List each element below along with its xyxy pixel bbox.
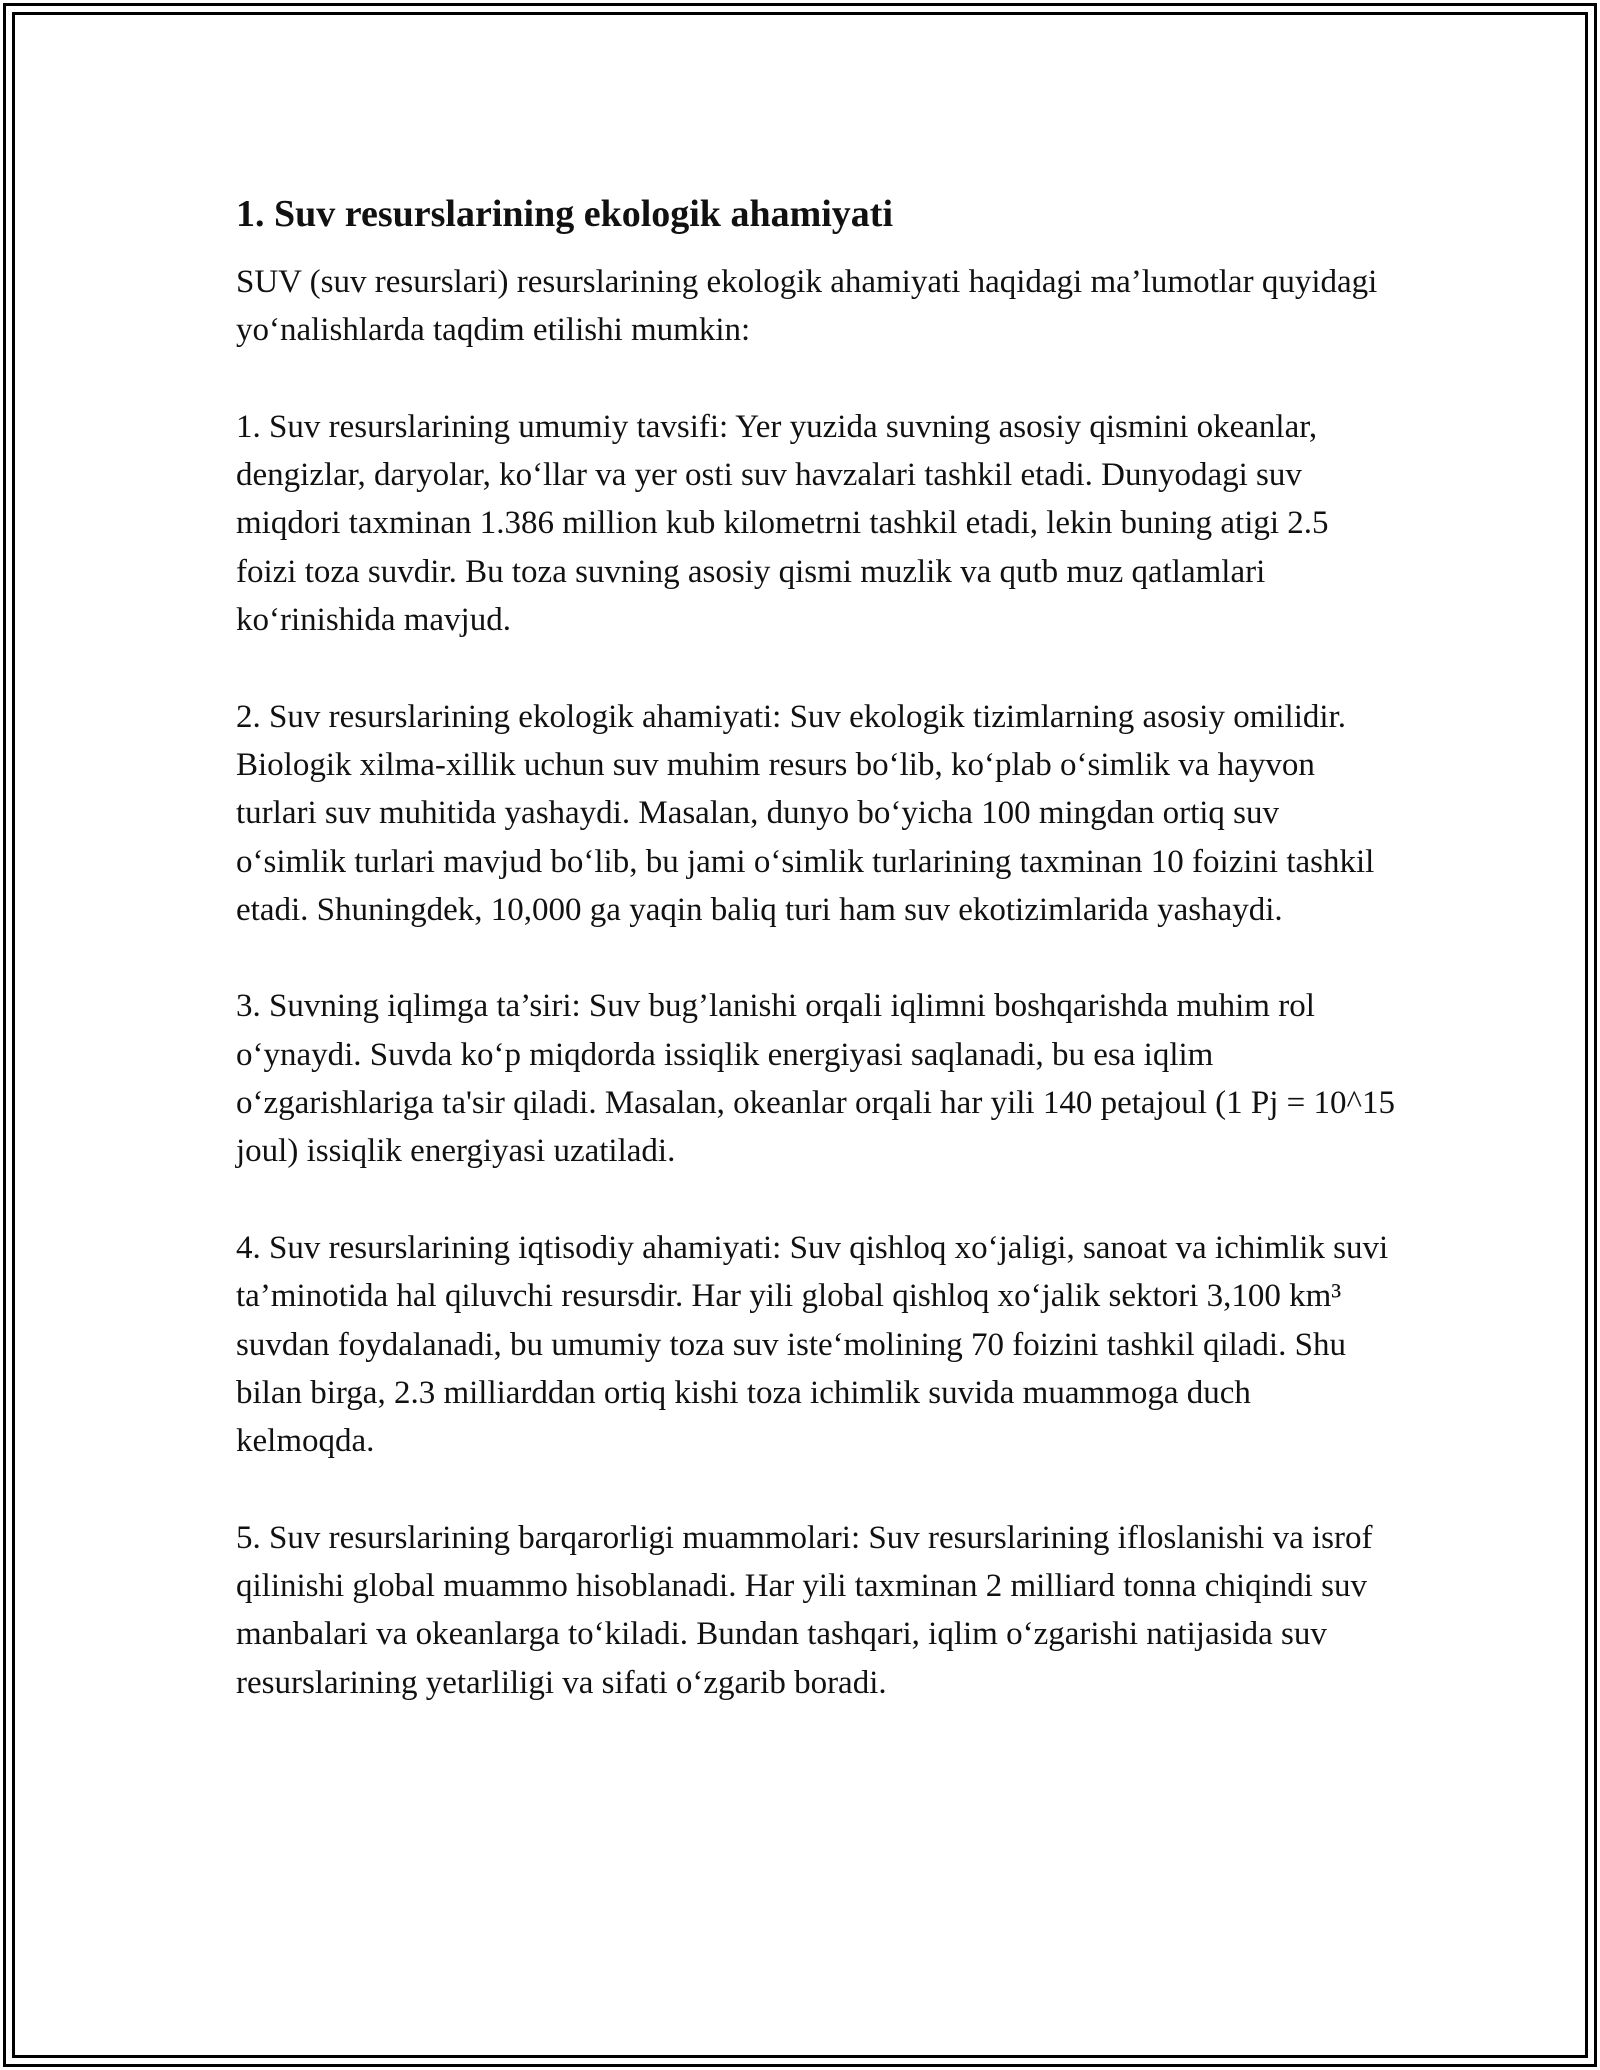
paragraph-economic-importance: 4. Suv resurslarining iqtisodiy ahamiyati: Suv qishloq xo‘jaligi, sanoat va ichimlik suvi ta’minotida hal qiluvchi resursdir. Har yili global qishloq xo‘jalik sektori 3,100 km³ suvdan foydalanadi, bu umumiy toza suv iste‘molining 70 foizini tashkil qiladi. Shu bilan birga, 2.3 milliarddan ortiq kishi toza ichimlik suvida muammoga duch kelmoqda. xyxy=(236,1229,1389,1460)
paragraph-climate-impact: 3. Suvning iqlimga ta’siri: Suv bug’lanishi orqali iqlimni boshqarishda muhim rol o‘ynaydi. Suvda ko‘p miqdorda issiqlik energiyasi saqlanadi, bu esa iqlim o‘zgarishlariga ta'sir qiladi. Masalan, okeanlar orqali har yili 140 petajoul (1 Pj = 10^15 joul) issiqlik energiyasi uzatiladi. xyxy=(236,988,1395,1170)
paragraph-ecological-importance: 2. Suv resurslarining ekologik ahamiyati: Suv ekologik tizimlarning asosiy omilidir. Biologik xilma-xillik uchun suv muhim resurs bo‘lib, ko‘plab o‘simlik va hayvon turlari suv muhitida yashaydi. Masalan, dunyo bo‘yicha 100 mingdan ortiq suv o‘simlik turlari mavjud bo‘lib, bu jami o‘simlik turlarining taxminan 10 foizini tashkil etadi. Shuningdek, 10,000 ga yaqin baliq turi ham suv ekotizimlarida yashaydi. xyxy=(236,698,1375,928)
intro-paragraph: SUV (suv resurslari) resurslarining ekologik ahamiyati haqidagi ma’lumotlar quyidagi yo‘nalishlarda taqdim etilishi mumkin: xyxy=(236,264,1378,349)
document-body xyxy=(236,180,1396,1755)
section-heading: 1. Suv resurslarining ekologik ahamiyati xyxy=(236,193,894,235)
paragraph-sustainability-problems: 5. Suv resurslarining barqarorligi muammolari: Suv resurslarining ifloslanishi va isrof qilinishi global muammo hisoblanadi. Har yili taxminan 2 milliard tonna chiqindi suv manbalari va okeanlarga to‘kiladi. Bundan tashqari, iqlim o‘zgarishi natijasida suv resurslarining yetarliligi va sifati o‘zgarib boradi. xyxy=(236,1519,1373,1701)
paragraph-general-description: 1. Suv resurslarining umumiy tavsifi: Yer yuzida suvning asosiy qismini okeanlar, dengizlar, daryolar, ko‘llar va yer osti suv havzalari tashkil etadi. Dunyodagi suv miqdori taxminan 1.386 million kub kilometrni tashkil etadi, lekin buning atigi 2.5 foizi toza suvdir. Bu toza suvning asosiy qismi muzlik va qutb muz qatlamlari ko‘rinishida mavjud. xyxy=(236,408,1329,639)
